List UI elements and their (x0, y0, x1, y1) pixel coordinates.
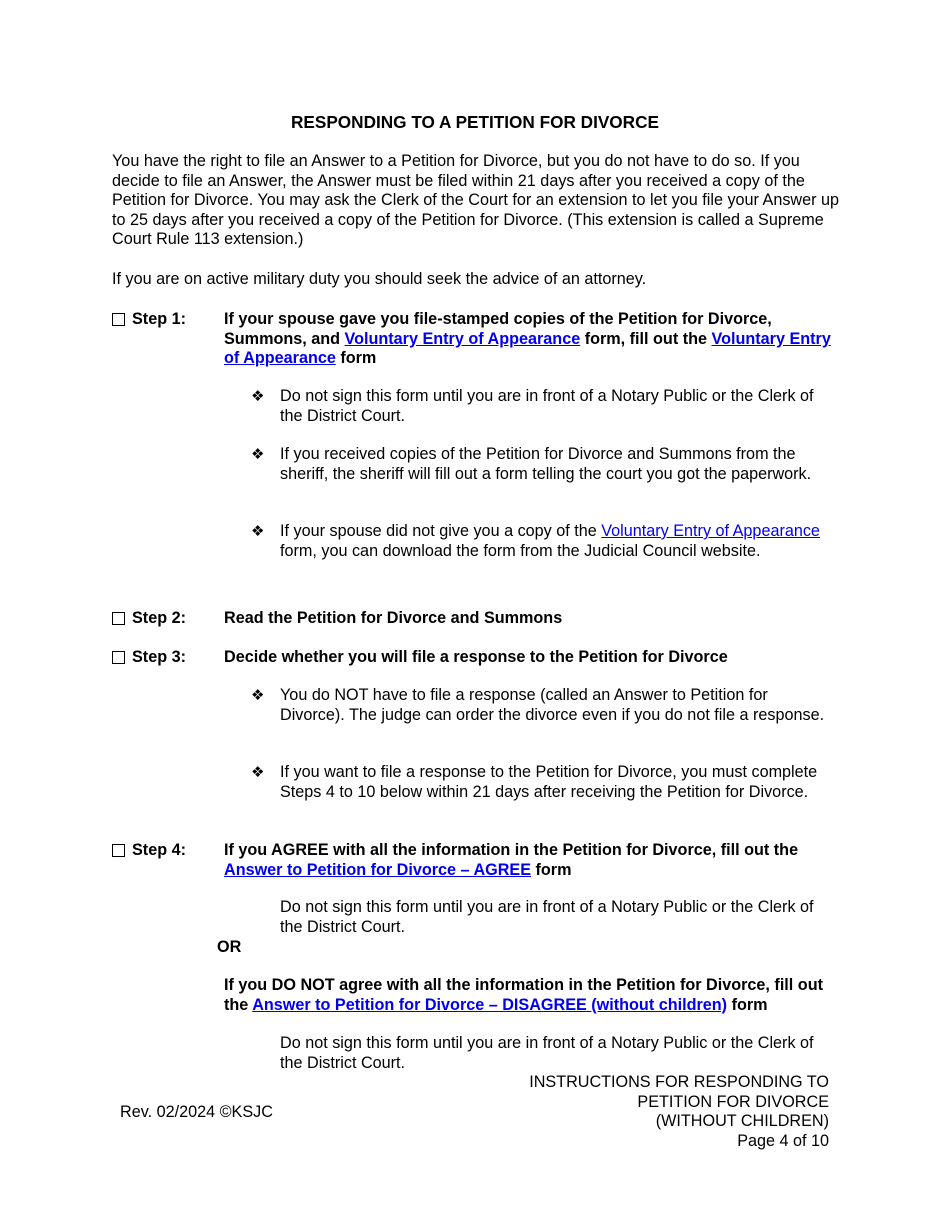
voluntary-entry-link-1[interactable]: Voluntary Entry of Appearance (344, 329, 581, 348)
step-1-bullet-3: If your spouse did not give you a copy of the Voluntary Entry of Appearance form, you can download the form from the Judicial Council website. (280, 522, 820, 560)
step-1-label: Step 1: (112, 310, 186, 330)
bullet-icon: ❖ (251, 446, 265, 463)
step-3-bullet-2: If you want to file a response to the Petition for Divorce, you must complete Steps 4 to 10 below within 21 days after receiving the Petition for Divorce. (280, 763, 818, 801)
step-4-agree-note: Do not sign this form until you are in front of a Notary Public or the Clerk of the District Court. (280, 898, 814, 936)
step-1-checkbox[interactable] (112, 313, 125, 326)
answer-disagree-link[interactable]: Answer to Petition for Divorce – DISAGREE (without children) (252, 995, 728, 1014)
bullet-icon: ❖ (251, 388, 265, 405)
step-3-label: Step 3: (112, 648, 186, 668)
step-2-heading: Read the Petition for Divorce and Summons (224, 609, 563, 627)
footer-revision: Rev. 02/2024 ©KSJC (120, 1103, 273, 1121)
step-4-disagree-note: Do not sign this form until you are in front of a Notary Public or the Clerk of the District Court. (280, 1034, 814, 1072)
page-number: Page 4 of 10 (737, 1131, 829, 1150)
bullet-icon: ❖ (251, 523, 265, 540)
military-paragraph: If you are on active military duty you should seek the advice of an attorney. (112, 270, 647, 288)
step-2-checkbox[interactable] (112, 612, 125, 625)
step-4-label: Step 4: (112, 841, 186, 861)
step-4-disagree-heading: If you DO NOT agree with all the information in the Petition for Divorce, fill out the Answer to Petition for Divorce – DISAGREE (without children) form (224, 976, 823, 1014)
step-2-label: Step 2: (112, 609, 186, 629)
step-3-checkbox[interactable] (112, 651, 125, 664)
step-4-agree-heading: If you AGREE with all the information in the Petition for Divorce, fill out the Answer to Petition for Divorce – AGREE form (224, 841, 799, 879)
intro-paragraph: You have the right to file an Answer to a Petition for Divorce, but you do not have to do so. If you decide to file an Answer, the Answer must be filed within 21 days after you received a copy of the Petition for Divorce. You may ask the Clerk of the Court for an extension to let you file your Answer up to 25 days after you received a copy of the Petition for Divorce. (This extension is called a Supreme Court Rule 113 extension.) (112, 152, 840, 249)
page-title: RESPONDING TO A PETITION FOR DIVORCE (291, 112, 659, 132)
or-separator: OR (217, 938, 242, 956)
answer-agree-link[interactable]: Answer to Petition for Divorce – AGREE (224, 860, 532, 879)
footer-line-2: PETITION FOR DIVORCE (637, 1092, 829, 1111)
step-1-bullet-1: Do not sign this form until you are in front of a Notary Public or the Clerk of the District Court. (280, 387, 814, 425)
step-1-heading: If your spouse gave you file-stamped copies of the Petition for Divorce, Summons, and Voluntary Entry of Appearance form, fill out the Voluntary Entry of Appearance form (224, 310, 831, 368)
step-3-bullet-1: You do NOT have to file a response (called an Answer to Petition for Divorce). The judge can order the divorce even if you do not file a response. (280, 686, 825, 724)
step-4-checkbox[interactable] (112, 844, 125, 857)
footer-line-1: INSTRUCTIONS FOR RESPONDING TO (529, 1073, 829, 1091)
voluntary-entry-link-3[interactable]: Voluntary Entry of Appearance (601, 522, 820, 540)
bullet-icon: ❖ (251, 764, 265, 781)
voluntary-entry-link-2[interactable]: Voluntary Entry of Appearance (224, 329, 831, 368)
step-3-heading: Decide whether you will file a response to the Petition for Divorce (224, 648, 728, 666)
footer-line-3: (WITHOUT CHILDREN) (655, 1112, 829, 1131)
bullet-icon: ❖ (251, 687, 265, 704)
footer-info (480, 1073, 829, 1151)
step-1-bullet-2: If you received copies of the Petition for Divorce and Summons from the sheriff, the sheriff will fill out a form telling the court you got the paperwork. (280, 445, 812, 483)
